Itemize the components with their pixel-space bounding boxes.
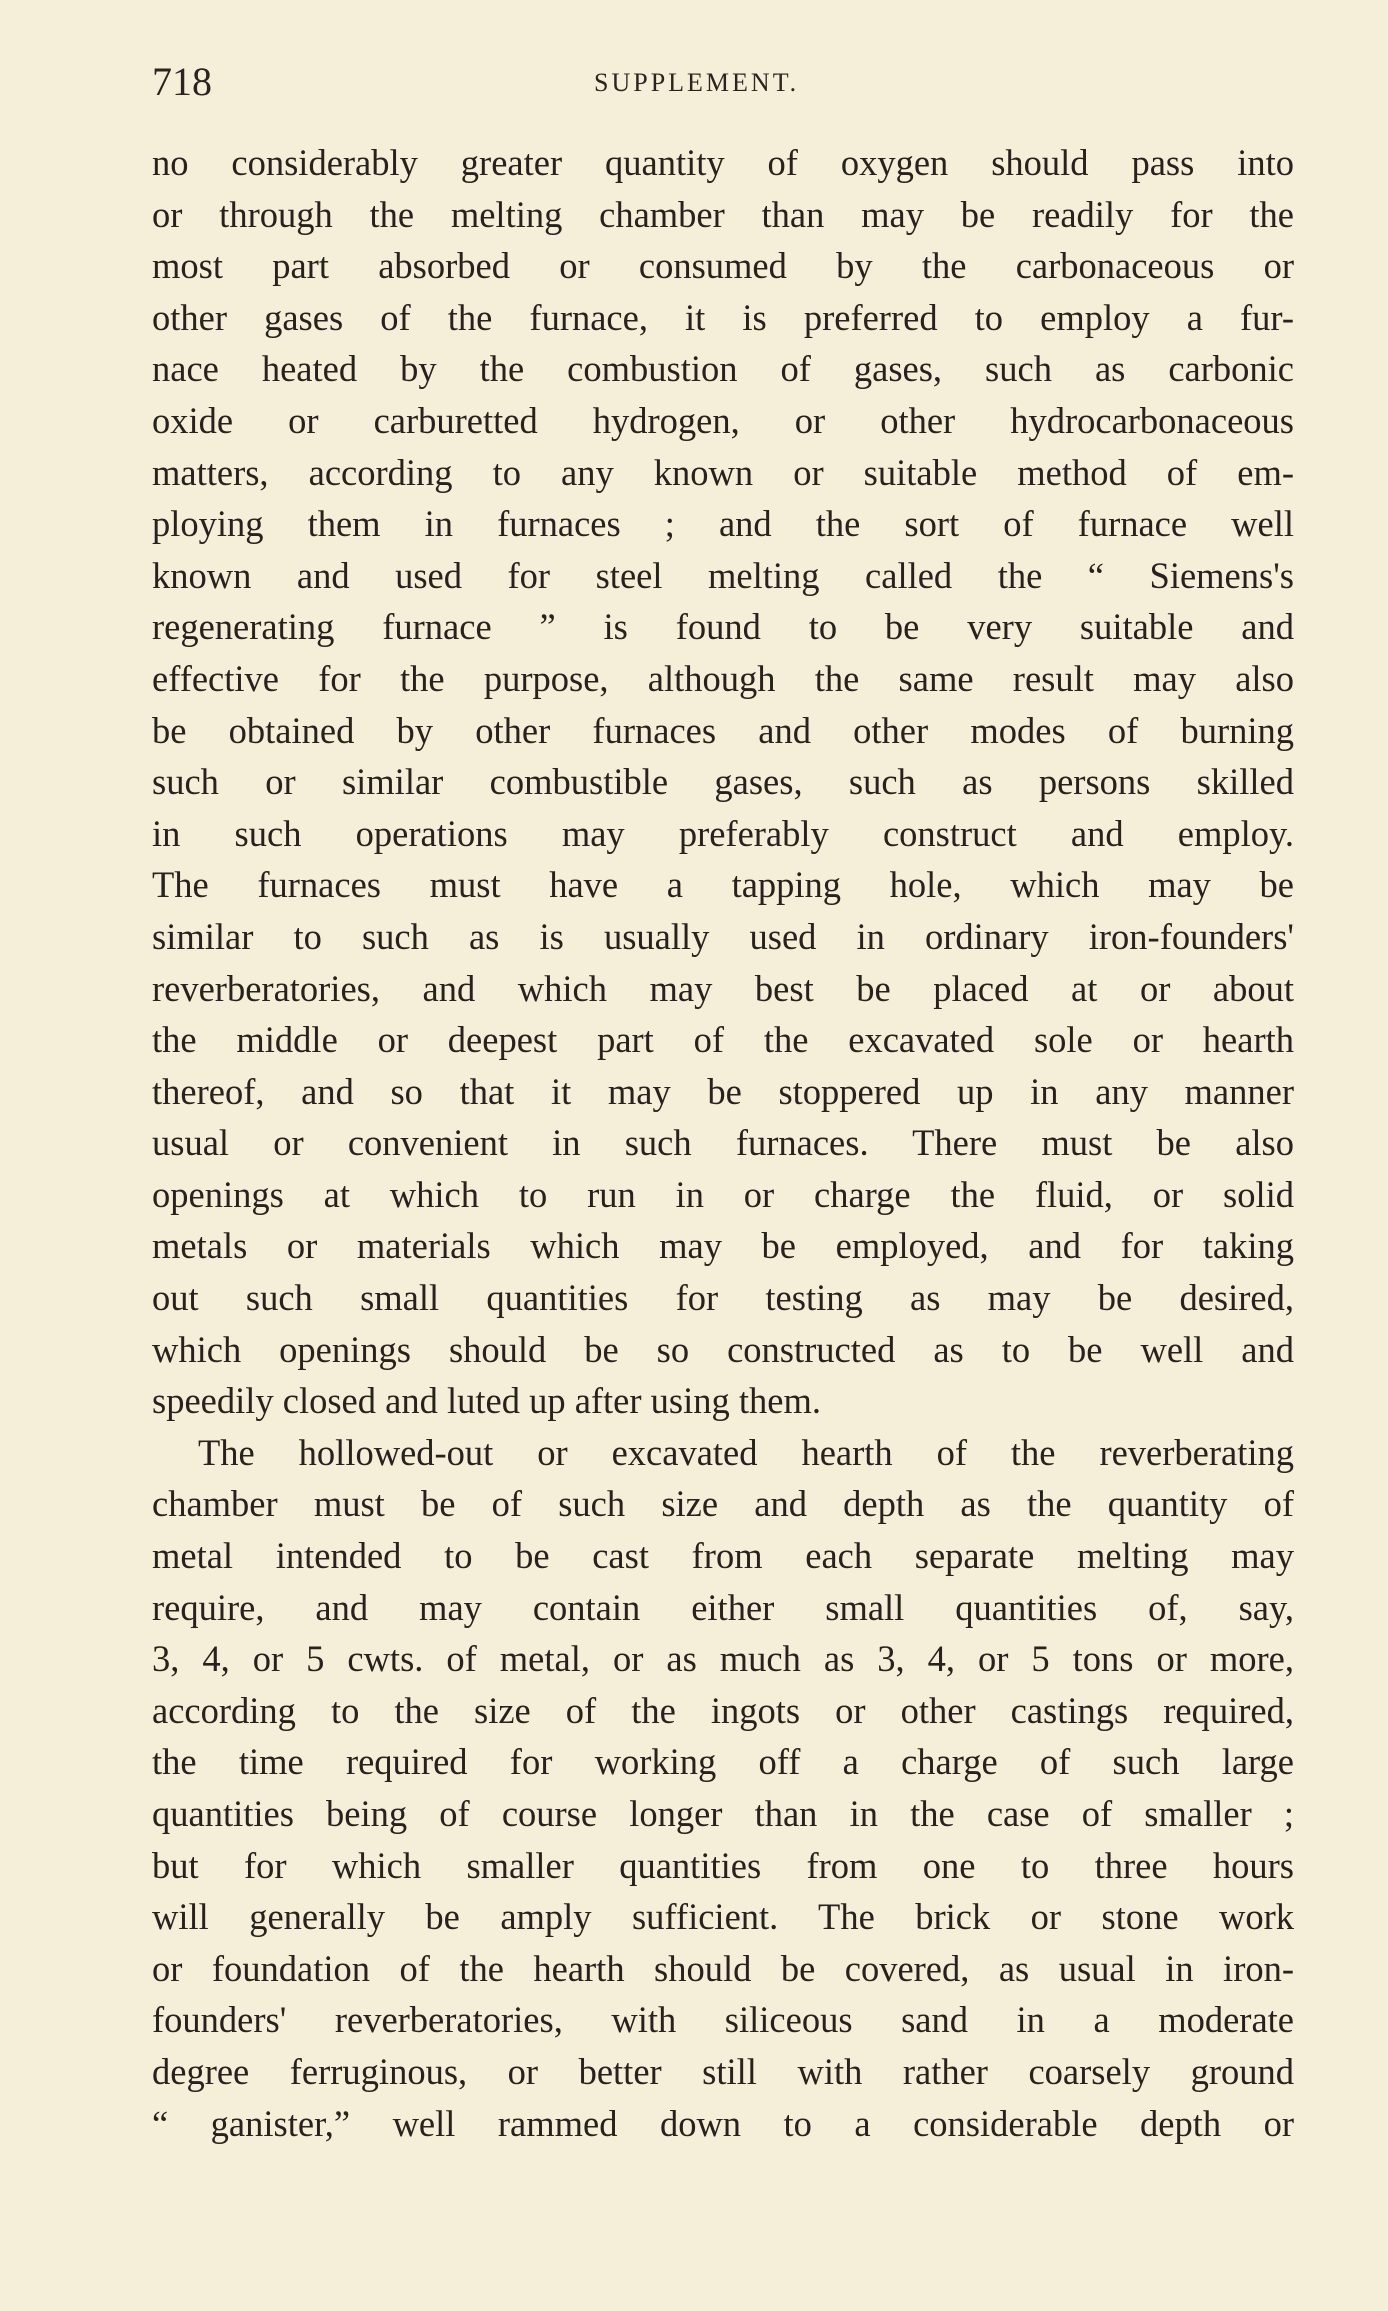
text-line: ploying them in furnaces ; and the sort of furnace well [152,503,1294,545]
text-line: effective for the purpose, although the same result may also [152,657,1294,699]
text-line: known and used for steel melting called the “ Siemens's [152,554,1294,596]
text-line: metal intended to be cast from each separate melting may [152,1535,1294,1577]
text-line: but for which smaller quantities from one to three hours [152,1844,1294,1886]
page-number: 718 [152,59,212,104]
text-line: “ ganister,” well rammed down to a considerable depth or [152,2102,1294,2144]
text-line: matters, according to any known or suitable method of em- [152,451,1294,493]
text-line: other gases of the furnace, it is preferred to employ a fur- [152,296,1294,338]
text-line: will generally be amply sufficient. The brick or stone work [152,1896,1294,1938]
running-head: SUPPLEMENT. [594,68,800,97]
text-line: openings at which to run in or charge the fluid, or solid [152,1173,1294,1215]
text-line: the time required for working off a charge of such large [152,1741,1294,1783]
text-line: usual or convenient in such furnaces. There must be also [152,1122,1294,1164]
text-line: the middle or deepest part of the excavated sole or hearth [152,1019,1294,1061]
body-text [152,137,1294,2149]
text-line: no considerably greater quantity of oxygen should pass into [152,142,1294,183]
text-line: require, and may contain either small quantities of, say, [152,1586,1294,1628]
text-line: The hollowed-out or excavated hearth of the reverberating [198,1431,1294,1473]
text-line: oxide or carburetted hydrogen, or other hydrocarbonaceous [152,399,1294,441]
text-line: most part absorbed or consumed by the carbonaceous or [152,245,1294,287]
text-line: be obtained by other furnaces and other modes of burning [152,709,1294,751]
text-line: 3, 4, or 5 cwts. of metal, or as much as 3, 4, or 5 tons or more, [152,1638,1294,1680]
text-line: chamber must be of such size and depth as the quantity of [152,1483,1294,1525]
text-line: or foundation of the hearth should be covered, as usual in iron- [152,1947,1294,1989]
text-line: which openings should be so constructed as to be well and [152,1328,1294,1370]
text-line: thereof, and so that it may be stoppered up in any manner [152,1070,1294,1112]
text-line: or through the melting chamber than may be readily for the [152,193,1294,235]
text-line: such or similar combustible gases, such as persons skilled [152,761,1294,803]
text-line: according to the size of the ingots or other castings required, [152,1689,1294,1731]
text-line: out such small quantities for testing as may be desired, [152,1277,1294,1319]
text-line: metals or materials which may be employed, and for taking [152,1225,1294,1267]
text-line: reverberatories, and which may best be placed at or about [152,967,1294,1009]
text-line: degree ferruginous, or better still with rather coarsely ground [152,2050,1294,2092]
text-line: speedily closed and luted up after using them. [152,1380,821,1422]
text-line: in such operations may preferably construct and employ. [152,812,1294,854]
text-line: regenerating furnace ” is found to be very suitable and [152,606,1294,648]
text-line: The furnaces must have a tapping hole, which may be [152,864,1294,906]
text-line: quantities being of course longer than in the case of smaller ; [152,1793,1294,1834]
text-line: nace heated by the combustion of gases, such as carbonic [152,348,1294,390]
text-line: similar to such as is usually used in ordinary iron-founders' [152,915,1294,957]
text-line: founders' reverberatories, with siliceous sand in a moderate [152,1999,1294,2041]
page-header [152,58,1294,108]
